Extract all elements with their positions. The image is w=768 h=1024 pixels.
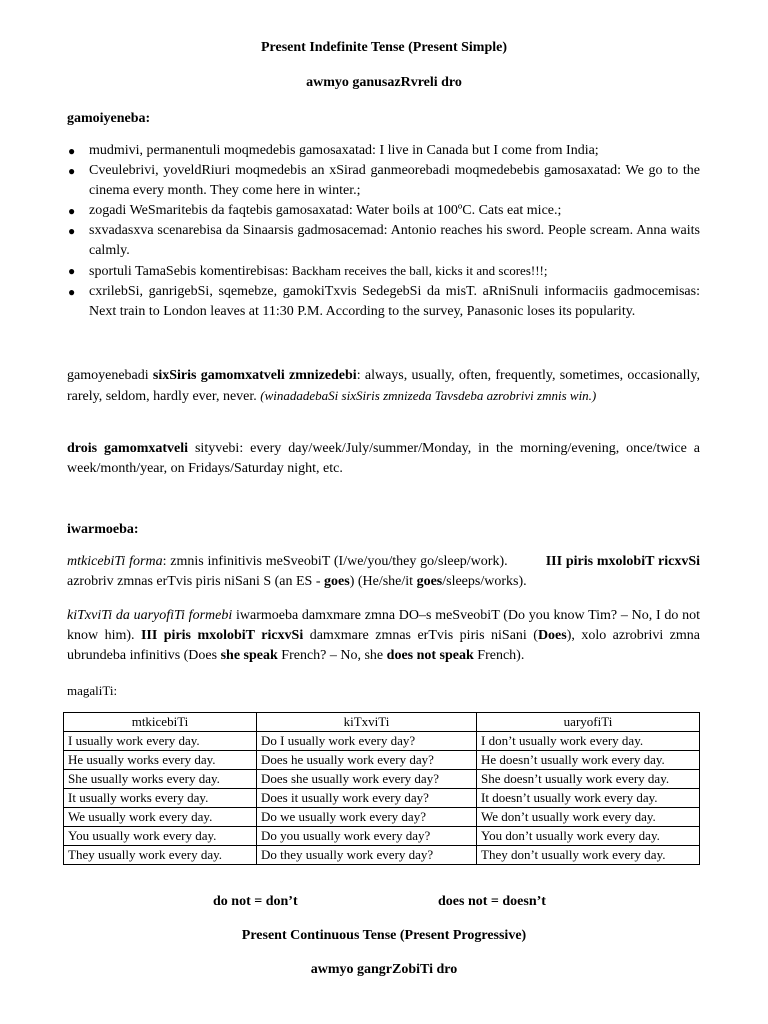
table-cell: Does she usually work every day?: [257, 770, 477, 789]
contraction-does: does not = doesn’t: [438, 894, 546, 909]
bullet-icon: ●: [68, 264, 76, 278]
column-header-interrogative: kiTxviTi: [257, 713, 477, 732]
list-item: ● Cveulebrivi, yoveldRiuri moqmedebis an xSirad ganmeorebadi moqmedebebis gamosaxatad: We go to the cinema every month. They come here in winter.;: [68, 163, 700, 198]
list-item: ● cxrilebSi, ganrigebSi, sqemebze, gamokiTxvis SedegebSi da misT. aRniSnuli informaciis gadmocemisas: Next train to London leaves at 11:30 P.M. According to the survey, Panasonic loses its popularity.: [68, 284, 700, 319]
table-row: [64, 789, 700, 808]
table-cell: I usually work every day.: [64, 732, 257, 751]
table-cell: Do we usually work every day?: [257, 808, 477, 827]
next-section-title: Present Continuous Tense (Present Progressive): [241, 928, 527, 943]
bullet-icon: ●: [68, 285, 76, 299]
table-cell: Do you usually work every day?: [257, 827, 477, 846]
page-subtitle: awmyo ganusazRvreli dro: [306, 75, 462, 90]
table-row: [64, 827, 700, 846]
formation-heading: iwarmoeba:: [67, 522, 139, 537]
table-row: [64, 751, 700, 770]
page-title: Present Indefinite Tense (Present Simple): [260, 40, 508, 55]
table-row: [64, 808, 700, 827]
table-row: [64, 770, 700, 789]
table-row: [64, 732, 700, 751]
table-cell: We don’t usually work every day.: [477, 808, 700, 827]
question-negative-paragraph: kiTxviTi da uaryofiTi formebi iwarmoeba damxmare zmna DO–s meSveobiT (Do you know Tim? – No, I do not know him). III piris mxolobiT ricxvSi damxmare zmnas erTvis piris niSani (Does), xolo azrobrivi zmna ubrundeba infinitivs (Does she speak French? – No, she does not speak French).: [67, 608, 700, 663]
table-cell: It doesn’t usually work every day.: [477, 789, 700, 808]
table-cell: You don’t usually work every day.: [477, 827, 700, 846]
table-cell: Do I usually work every day?: [257, 732, 477, 751]
conjugation-table: [63, 712, 700, 865]
bullet-icon: ●: [68, 224, 76, 238]
table-cell: You usually work every day.: [64, 827, 257, 846]
table-cell: She usually works every day.: [64, 770, 257, 789]
bullet-icon: ●: [68, 164, 76, 178]
usage-list: [67, 141, 700, 322]
table-cell: They don’t usually work every day.: [477, 846, 700, 865]
table-row: [64, 846, 700, 865]
list-item: ● mudmivi, permanentuli moqmedebis gamosaxatad: I live in Canada but I come from India;: [67, 141, 700, 161]
table-cell: She doesn’t usually work every day.: [477, 770, 700, 789]
column-header-affirmative: mtkicebiTi: [64, 713, 257, 732]
next-section-subtitle: awmyo gangrZobiTi dro: [310, 962, 458, 977]
bullet-icon: ●: [68, 204, 76, 218]
time-expressions-paragraph: drois gamomxatveli sityvebi: every day/week/July/summer/Monday, in the morning/evening, once/twice a week/month/year, on Fridays/Saturday night, etc.: [67, 441, 700, 476]
table-cell: We usually work every day.: [64, 808, 257, 827]
table-cell: Does it usually work every day?: [257, 789, 477, 808]
table-cell: Do they usually work every day?: [257, 846, 477, 865]
adverbs-paragraph: gamoyenebadi sixSiris gamomxatveli zmnizedebi: always, usually, often, frequently, sometimes, occasionally, rarely, seldom, hardly ever, never. (winadadebaSi sixSiris zmnizeda Tavsdeba azrobrivi zmnis win.): [67, 368, 700, 404]
list-item: ● sportuli TamaSebis komentirebisas: Backham receives the ball, kicks it and scores!!!;: [68, 263, 548, 279]
list-item: ● sxvadasxva scenarebisa da Sinaarsis gadmosacemad: Antonio reaches his sword. People scream. Anna waits calmly.: [68, 223, 700, 258]
column-header-negative: uaryofiTi: [477, 713, 700, 732]
affirmative-paragraph: mtkicebiTi forma: zmnis infinitivis meSveobiT (I/we/you/they go/sleep/work). III piris mxolobiT ricxvSi azrobriv zmnas erTvis piris niSani S (an ES - goes) (He/she/it goes/sleeps/works).: [67, 554, 700, 589]
table-header-row: [64, 713, 700, 732]
table-cell: I don’t usually work every day.: [477, 732, 700, 751]
bullet-icon: ●: [68, 144, 76, 158]
table-cell: They usually work every day.: [64, 846, 257, 865]
contraction-do: do not = don’t: [213, 894, 298, 909]
examples-label: magaliTi:: [67, 683, 118, 698]
table-cell: He doesn’t usually work every day.: [477, 751, 700, 770]
table-cell: Does he usually work every day?: [257, 751, 477, 770]
table-cell: It usually works every day.: [64, 789, 257, 808]
list-item: ● zogadi WeSmaritebis da faqtebis gamosaxatad: Water boils at 100ºC. Cats eat mice.;: [67, 201, 700, 221]
table-cell: He usually works every day.: [64, 751, 257, 770]
usage-heading: gamoiyeneba:: [67, 111, 151, 126]
